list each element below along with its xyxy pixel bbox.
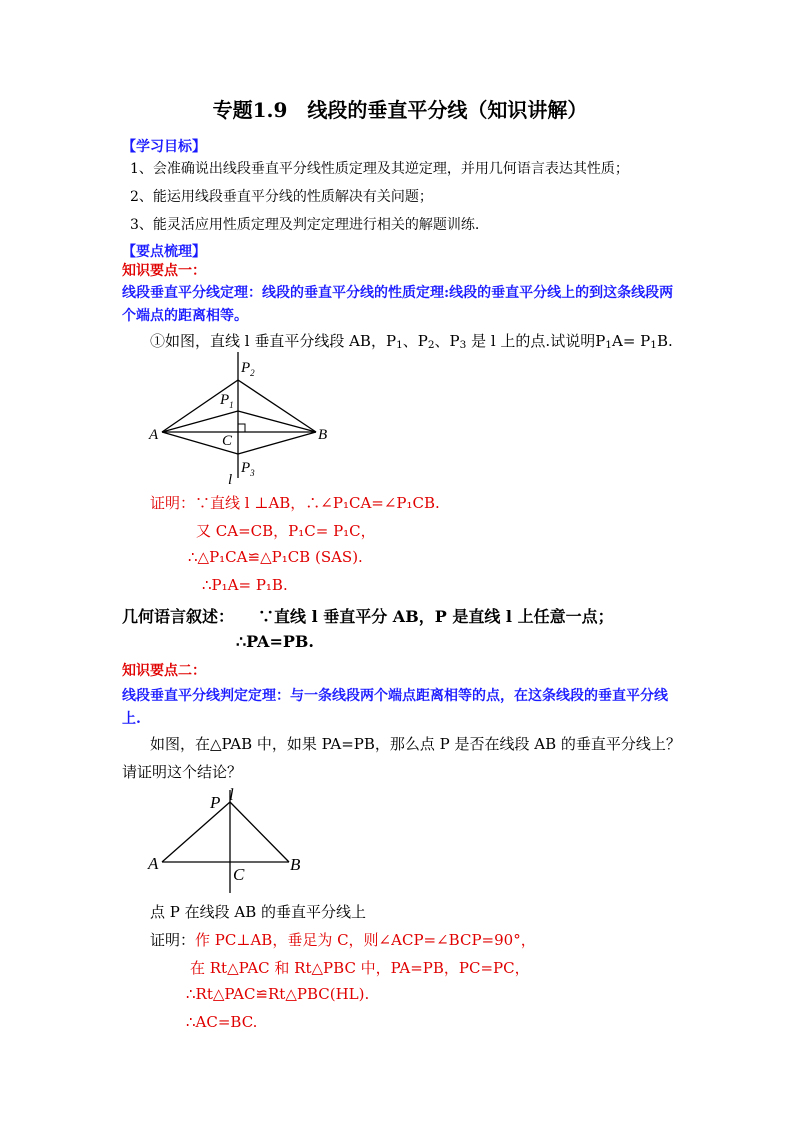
proof2-line3: ∴Rt△PAC≌Rt△PBC(HL). <box>186 985 370 1003</box>
proof1-line3: ∴△P₁CA≌△P₁CB (SAS). <box>188 548 363 566</box>
objective-item: 3、能灵活应用性质定理及判定定理进行相关的解题训练. <box>130 217 480 233</box>
proof1-line4: ∴P₁A= P₁B. <box>202 576 288 594</box>
label-p3: $P_3$ <box>241 460 255 478</box>
geo-language-conclusion: ∴PA=PB. <box>236 632 314 651</box>
point1-heading: 知识要点一： <box>122 263 206 279</box>
page-title: 专题1.9 线段的垂直平分线（知识讲解） <box>212 98 588 122</box>
summary-heading: 【要点梳理】 <box>122 244 206 260</box>
label-p2: $P_2$ <box>241 360 255 378</box>
geo-language: 几何语言叙述： ∵直线 l 垂直平分 AB，P 是直线 l 上任意一点； <box>122 607 614 626</box>
proof2-line1: 证明：作 PC⊥AB，垂足为 C，则∠ACP=∠BCP=90°， <box>150 931 536 949</box>
objective-item: 1、会准确说出线段垂直平分线性质定理及其逆定理，并用几何语言表达其性质； <box>130 161 629 177</box>
point1-example: ①如图，直线 l 垂直平分线段 AB，$P_1$、$P_2$、$P_3$ 是 l 上的点.试说明$P_1A= P_1B$. <box>150 332 673 352</box>
proof2-line2: 在 Rt△PAC 和 Rt△PBC 中，PA=PB，PC=PC， <box>190 959 530 977</box>
objectives-heading: 【学习目标】 <box>122 139 206 155</box>
point2-question: 如图，在△PAB 中，如果 PA=PB，那么点 P 是否在线段 AB 的垂直平分线上？ <box>150 735 681 753</box>
proof2-line4: ∴AC=BC. <box>186 1013 258 1031</box>
point2-heading: 知识要点二： <box>122 663 206 679</box>
point2-answer: 点 P 在线段 AB 的垂直平分线上 <box>150 903 367 921</box>
label-p: P <box>210 793 221 812</box>
point2-question-cont: 请证明这个结论？ <box>122 763 243 781</box>
point1-theorem-cont: 个端点的距离相等。 <box>122 308 248 324</box>
label-b: B <box>318 427 328 443</box>
proof1-line2: 又 CA=CB，P₁C= P₁C， <box>196 522 376 540</box>
point2-theorem: 线段垂直平分线判定定理：与一条线段两个端点距离相等的点，在这条线段的垂直平分线 <box>122 688 668 704</box>
label-c: C <box>233 865 245 884</box>
label-a: A <box>149 427 159 443</box>
label-b: B <box>290 855 301 874</box>
objective-item: 2、能运用线段垂直平分线的性质解决有关问题； <box>130 189 433 205</box>
proof1-line1: 证明：∵直线 l ⊥AB，∴∠P₁CA=∠P₁CB. <box>150 494 440 512</box>
label-c: C <box>222 433 233 449</box>
label-a: A <box>148 854 159 873</box>
point2-theorem-cont: 上. <box>122 711 141 727</box>
point1-theorem: 线段垂直平分线定理：线段的垂直平分线的性质定理:线段的垂直平分线上的到这条线段两 <box>122 285 674 301</box>
label-p1: $P_1$ <box>220 392 234 410</box>
label-l: l <box>229 785 234 804</box>
label-l: l <box>228 472 233 488</box>
